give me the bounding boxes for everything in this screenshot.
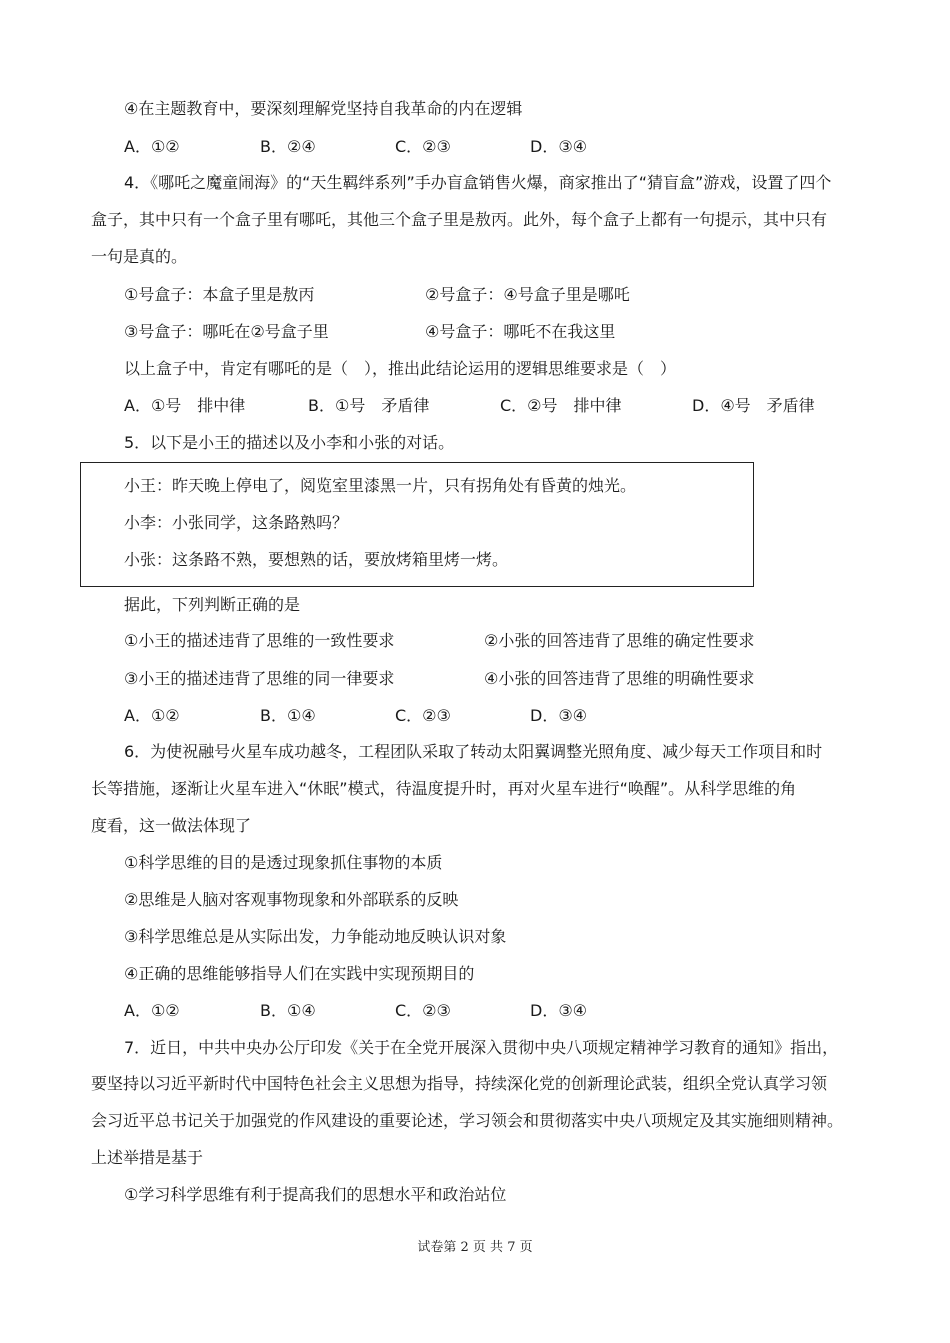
q3-option-c: C．②③: [395, 137, 451, 156]
q4-option-d: D．④号 矛盾律: [692, 396, 815, 415]
q6-option-d: D．③④: [530, 1001, 588, 1020]
q4-box-2-hint: ②号盒子：④号盒子里是哪吒: [425, 285, 630, 304]
page-footer: 试卷第 2 页 共 7 页: [417, 1240, 533, 1255]
q3-option-d: D．③④: [530, 137, 588, 156]
q3-option-b: B．②④: [260, 137, 316, 156]
q6-stem-line-3: 度看，这一做法体现了: [91, 816, 252, 835]
q5-option-d: D．③④: [530, 706, 588, 725]
q6-item-4: ④正确的思维能够指导人们在实践中实现预期目的: [124, 964, 475, 983]
q6-option-b: B．①④: [260, 1001, 316, 1020]
q5-option-c: C．②③: [395, 706, 451, 725]
q5-dialog-line-1: 小王：昨天晚上停电了，阅览室里漆黑一片，只有拐角处有昏黄的烛光。: [124, 476, 637, 495]
q4-box-4-hint: ④号盒子：哪吒不在我这里: [425, 322, 616, 341]
q4-stem-line-1: 4．《哪吒之魔童闹海》的“天生羁绊系列”手办盲盒销售火爆，商家推出了“猜盲盒”游戏，设置了四个: [124, 173, 832, 192]
q5-item-2: ②小张的回答违背了思维的确定性要求: [484, 631, 755, 650]
q4-stem-line-3: 一句是真的。: [91, 247, 188, 266]
q6-option-a: A．①②: [124, 1001, 180, 1020]
q5-dialog-line-3: 小张：这条路不熟，要想熟的话，要放烤箱里烤一烤。: [124, 550, 509, 569]
q4-question: 以上盒子中，肯定有哪吒的是（ ），推出此结论运用的逻辑思维要求是（ ）: [124, 359, 677, 378]
q5-dialog-line-2: 小李：小张同学，这条路熟吗？: [124, 513, 349, 532]
q6-item-2: ②思维是人脑对客观事物现象和外部联系的反映: [124, 890, 459, 909]
q5-item-1: ①小王的描述违背了思维的一致性要求: [124, 631, 395, 650]
q7-stem-line-2: 要坚持以习近平新时代中国特色社会主义思想为指导，持续深化党的创新理论武装，组织全党认真学习领: [91, 1074, 828, 1093]
q6-option-c: C．②③: [395, 1001, 451, 1020]
q4-option-b: B．①号 矛盾律: [308, 396, 430, 415]
q6-item-1: ①科学思维的目的是透过现象抓住事物的本质: [124, 853, 443, 872]
q5-item-3: ③小王的描述违背了思维的同一律要求: [124, 669, 395, 688]
q4-box-1-hint: ①号盒子：本盒子里是敖丙: [124, 285, 315, 304]
q7-item-1: ①学习科学思维有利于提高我们的思想水平和政治站位: [124, 1185, 507, 1204]
q7-stem-line-4: 上述举措是基于: [91, 1148, 204, 1167]
q7-stem-line-1: 7．近日，中共中央办公厅印发《关于在全党开展深入贯彻中央八项规定精神学习教育的通知》指出，: [124, 1038, 839, 1057]
q4-box-3-hint: ③号盒子：哪吒在②号盒子里: [124, 322, 329, 341]
q6-item-3: ③科学思维总是从实际出发，力争能动地反映认识对象: [124, 927, 507, 946]
q4-option-c: C．②号 排中律: [500, 396, 622, 415]
q6-stem-line-1: 6．为使祝融号火星车成功越冬，工程团队采取了转动太阳翼调整光照角度、减少每天工作项目和时: [124, 742, 823, 761]
q4-option-a: A．①号 排中律: [124, 396, 246, 415]
q6-stem-line-2: 长等措施，逐渐让火星车进入“休眠”模式，待温度提升时，再对火星车进行“唤醒”。从科学思维的角: [91, 779, 797, 798]
q5-prompt: 据此，下列判断正确的是: [124, 595, 301, 614]
q7-stem-line-3: 会习近平总书记关于加强党的作风建设的重要论述，学习领会和贯彻落实中央八项规定及其实施细则精神。: [91, 1111, 844, 1130]
q3-item-4: ④在主题教育中，要深刻理解党坚持自我革命的内在逻辑: [124, 99, 523, 118]
q4-stem-line-2: 盒子，其中只有一个盒子里有哪吒，其他三个盒子里是敖丙。此外，每个盒子上都有一句提示，其中只有: [91, 210, 828, 229]
q5-stem: 5．以下是小王的描述以及小李和小张的对话。: [124, 433, 455, 452]
q5-option-a: A．①②: [124, 706, 180, 725]
q5-item-4: ④小张的回答违背了思维的明确性要求: [484, 669, 755, 688]
q3-option-a: A．①②: [124, 137, 180, 156]
q5-option-b: B．①④: [260, 706, 316, 725]
